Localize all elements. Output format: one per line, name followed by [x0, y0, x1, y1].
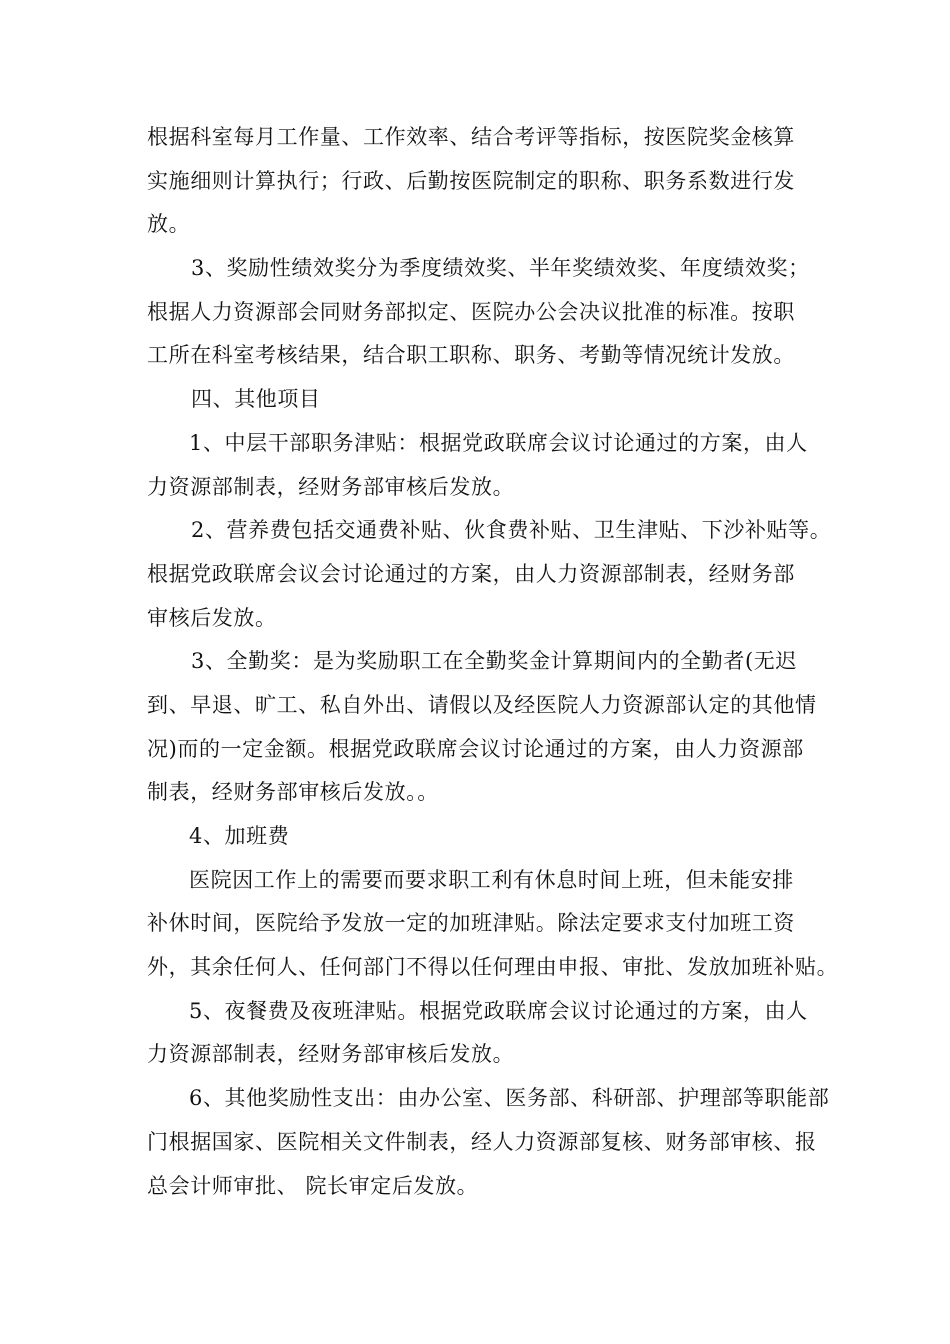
text-line: 门根据国家、医院相关文件制表，经人力资源部复核、财务部审核、报 [147, 1129, 817, 1154]
text-line: 6、其他奖励性支出：由办公室、医务部、科研部、护理部等职能部 [189, 1086, 830, 1111]
paragraph-other-incentives [147, 1077, 830, 1208]
text-line: 1、中层干部职务津贴：根据党政联席会议讨论通过的方案，由人 [189, 430, 808, 455]
text-line: 根据人力资源部会同财务部拟定、医院办公会决议批准的标准。按职 [147, 299, 795, 324]
document-body [147, 116, 839, 1208]
text-line: 工所在科室考核结果，结合职工职称、职务、考勤等情况统计发放。 [147, 343, 795, 368]
paragraph-attendance-bonus [147, 640, 817, 815]
text-line: 制表，经财务部审核后发放。。 [147, 780, 439, 805]
subheading-overtime-fee [147, 815, 817, 859]
text-line: 审核后发放。 [147, 605, 277, 630]
paragraph-nutrition-fee [147, 509, 832, 640]
text-line: 实施细则计算执行；行政、后勤按医院制定的职称、职务系数进行发 [147, 168, 795, 193]
text-line: 外，其余任何人、任何部门不得以任何理由申报、审批、发放加班补贴。 [147, 955, 839, 980]
paragraph-overtime [147, 859, 839, 990]
text-line: 根据党政联席会议会讨论通过的方案，由人力资源部制表，经财务部 [147, 561, 795, 586]
text-line: 总会计师审批、 院长审定后发放。 [147, 1173, 479, 1198]
text-line: 力资源部制表，经财务部审核后发放。 [147, 1042, 515, 1067]
text-line: 5、夜餐费及夜班津贴。根据党政联席会议讨论通过的方案，由人 [189, 998, 808, 1023]
paragraph-night-meal [147, 990, 817, 1077]
text-line: 根据科室每月工作量、工作效率、结合考评等指标，按医院奖金核算 [147, 125, 795, 149]
text-line: 2、营养费包括交通费补贴、伙食费补贴、卫生津贴、下沙补贴等。 [191, 518, 832, 543]
section-heading: 四、其他项目 [191, 387, 321, 412]
text-line: 补休时间，医院给予发放一定的加班津贴。除法定要求支付加班工资 [147, 911, 795, 936]
text-line: 到、早退、旷工、私自外出、请假以及经医院人力资源部认定的其他情 [147, 692, 817, 717]
paragraph-performance-bonus [147, 247, 817, 378]
paragraph-continuation [147, 116, 817, 247]
subheading: 4、加班费 [189, 824, 290, 848]
section-heading-other-items [147, 378, 817, 422]
text-line: 3、奖励性绩效奖分为季度绩效奖、半年奖绩效奖、年度绩效奖； [191, 256, 810, 281]
text-line: 力资源部制表，经财务部审核后发放。 [147, 474, 515, 499]
text-line: 放。 [147, 212, 191, 237]
paragraph-cadre-allowance [147, 422, 817, 509]
text-line: 况)而的一定金额。根据党政联席会议讨论通过的方案，由人力资源部 [147, 736, 804, 761]
text-line: 医院因工作上的需要而要求职工利有休息时间上班，但未能安排 [189, 867, 794, 892]
text-line: 3、全勤奖：是为奖励职工在全勤奖金计算期间内的全勤者(无迟 [191, 649, 797, 674]
